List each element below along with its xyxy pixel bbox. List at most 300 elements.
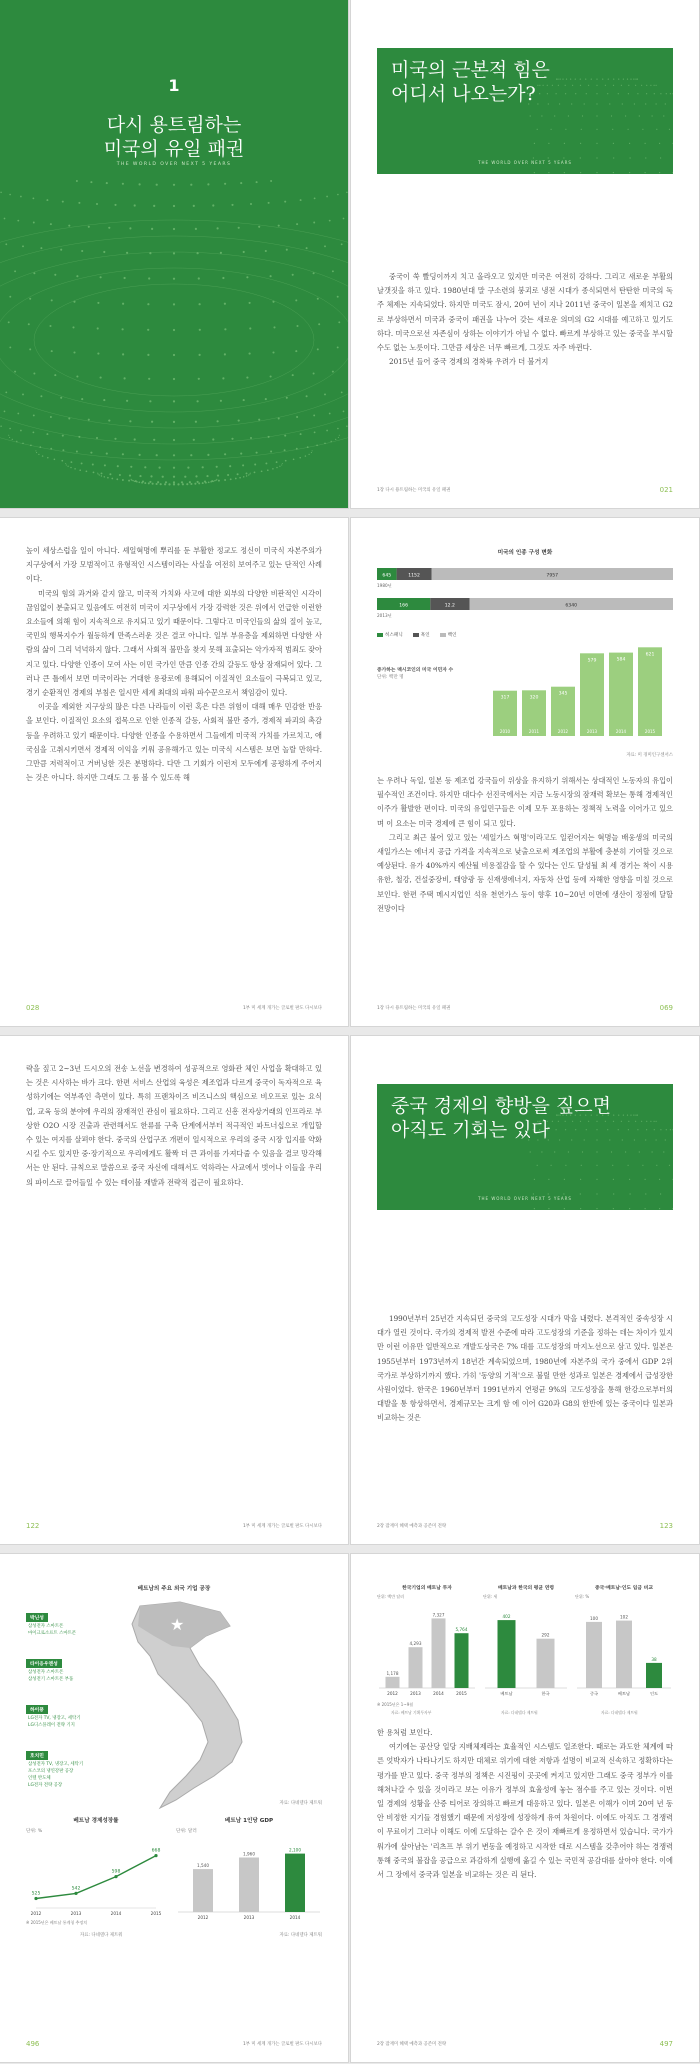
globe-dot — [534, 1179, 535, 1180]
callout-item: LG디스플레이 전략 기지 — [28, 1723, 75, 1728]
globe-dot — [33, 414, 35, 416]
globe-dot — [605, 85, 606, 86]
globe-dot — [270, 275, 272, 277]
globe-dot — [596, 1165, 597, 1166]
globe-dot — [580, 1179, 581, 1180]
bar-value: 317 — [500, 695, 510, 701]
globe-dot — [217, 475, 219, 477]
globe-dot — [195, 475, 197, 477]
globe-dot — [295, 350, 297, 352]
tick-label: 2013 — [243, 1915, 255, 1920]
globe-dot — [660, 1129, 661, 1130]
globe-dot — [557, 79, 558, 80]
globe-dot — [133, 480, 134, 481]
globe-dot — [645, 1193, 646, 1194]
globe-dot — [637, 93, 638, 94]
globe-dot — [284, 201, 286, 203]
globe-dot — [106, 453, 108, 455]
globe-dot — [625, 115, 626, 116]
running-header: 1부 미 세계 개가는 글로벌 판도 다시보다 — [242, 1006, 322, 1011]
globe-dot — [12, 439, 13, 440]
globe-dot — [659, 143, 660, 144]
globe-dot — [76, 375, 78, 377]
globe-dot — [541, 1151, 542, 1152]
page-number: 496 — [26, 2040, 40, 2048]
globe-dot — [666, 93, 667, 94]
globe-dot — [114, 438, 116, 440]
globe-dot — [168, 483, 170, 485]
callout-region: 타이응우옌성 — [26, 1659, 62, 1668]
globe-dot — [628, 1121, 629, 1122]
globe-dot — [217, 420, 219, 422]
globe-dot — [9, 194, 11, 196]
globe-dot — [613, 157, 614, 158]
globe-dot — [88, 419, 90, 421]
globe-dot — [660, 157, 661, 158]
bar — [580, 653, 604, 736]
bar — [239, 1858, 259, 1913]
globe-dot — [109, 473, 111, 475]
globe-dot — [96, 203, 98, 205]
tick-label: 2013 — [70, 1911, 82, 1916]
paragraph: 2015년 들어 중국 경제의 경착륙 우려가 더 불거지 — [389, 357, 549, 367]
globe-dot — [654, 1121, 655, 1122]
bar — [432, 1618, 446, 1688]
data-point — [74, 1892, 77, 1895]
section-heading: 중국 경제의 향방을 짚으면 아직도 기회는 있다 — [391, 1095, 612, 1141]
globe-dot — [292, 374, 294, 376]
globe-dot — [530, 115, 531, 116]
globe-dot — [337, 296, 339, 298]
globe-dot — [101, 475, 102, 476]
globe-dot — [659, 1179, 660, 1180]
globe-dot — [129, 475, 131, 477]
bar-value: 7,327 — [432, 1612, 445, 1618]
globe-dot — [147, 329, 149, 331]
globe-dot — [660, 1193, 661, 1194]
page-496 — [0, 1554, 348, 2062]
globe-dot — [326, 196, 328, 198]
globe-dot — [339, 435, 340, 436]
globe-dot — [239, 477, 241, 479]
chart-source: 자료: 다네델다 제트워 — [601, 1710, 638, 1715]
globe-dot — [104, 464, 106, 466]
page-number: 021 — [659, 486, 673, 494]
globe-dot — [208, 481, 210, 483]
globe-dot — [575, 93, 576, 94]
globe-dot — [329, 220, 331, 222]
paragraph: 1990년부터 25년간 지속되던 중국의 고도성장 시대가 막을 내렸다. 본격적인 중속성장 시대가 열린 것이다. 국가의 경제적 발전 수준에 따라 고도성장의 기준을 정하는 데는 차이가 있지만 이런 이유만 일반적으로 개발도상국은 7% 대를 고도성장의 마지노선으로 삼고 있다. 일본은 1955년부터 1973년까지 18년간 계속되었으며, 1980년에 자본주의 국가 중에서 GDP 2위 국가로 부상하기까지 했다. 가히 '동양의 기적'으로 불릴 만한 성과로 일본은 경제에서 급성장한 사원이었다. 한국은 1960년부터 1991년까지 연평균 9%의 고도성장을 통해 한강으로부터의 대발을 통 항상하면서, 경제규모는 크게 함 에 이어 G20과 G8의 한반에 있는 중국이다 일본과 비교하는 것은 — [377, 1314, 673, 1423]
globe-dot — [613, 1115, 614, 1116]
globe-dot — [596, 93, 597, 94]
globe-dot — [565, 93, 566, 94]
globe-dot — [9, 296, 11, 298]
globe-dot — [139, 454, 141, 456]
running-header: 2장 잠재미 혜택 예측과 공존미 전략 — [377, 2042, 447, 2047]
paragraph: 략을 짚고 2~3년 드시오의 전송 노선을 변경하여 성공적으로 영화관 체인 사업을 확대하고 있는 것은 시사하는 바가 크다. 한편 서비스 산업의 육성은 제조업과 다르게 중국이 독자적으로 육성하기에는 역부족인 측면이 있다. 특히 프랜차이즈 비즈니스의 핵심으로 비오프로 있는 요식업, 교육 등의 분야에 우리의 잠재적인 관심이 필요하다. 그리고 신흥 전자상거래의 인프라로 부상한 O2O 시장 진출과 관련해서도 한류를 구축 단계에서부터 적극적인 파트너십으로 개입할 수 있는 여지를 살펴야 한다. 중국의 산업구조 개편이 일시적으로 우리의 중국 시장 입지를 약화시킬 수도 있지만 중·장기적으로 우리에게도 활짝 더 큰 과이를 가져다줄 수 있음을 결코 망각해서는 안 된다. 규칙으로 말씀으로 중국 자신에 대해서도 억하라는 사교에서 벗어나 이들을 우리의 파이스로 끌어들일 수 있는 테이블 재발과 전략적 접근이 필요하다. — [26, 1064, 322, 1187]
globe-dot — [49, 325, 51, 327]
globe-dot — [126, 252, 128, 254]
globe-dot — [645, 1208, 646, 1209]
bar-value: 292 — [541, 1632, 550, 1638]
globe-dot — [250, 437, 252, 439]
globe-dot — [198, 277, 200, 279]
globe-dot — [656, 129, 657, 130]
bar-value: 102 — [620, 1614, 628, 1620]
globe-dot — [8, 435, 9, 436]
globe-dot — [646, 85, 647, 86]
page-497 — [351, 1554, 699, 2062]
globe-dot — [199, 354, 201, 356]
globe-dot — [197, 400, 199, 402]
globe-dot — [596, 172, 597, 173]
globe-dot — [637, 1129, 638, 1130]
page-021 — [351, 0, 699, 508]
globe-dot — [207, 183, 209, 185]
globe-dot — [552, 85, 553, 86]
globe-dot — [4, 411, 6, 413]
globe-dot — [173, 303, 175, 305]
globe-dot — [270, 180, 272, 182]
chart-source: 자료: 다네델다 제트워 — [279, 1933, 322, 1938]
chart-unit: 단위: % — [575, 1594, 590, 1599]
sub-chart-unit: 단위: 백만 명 — [377, 675, 404, 680]
globe-dot — [150, 475, 152, 477]
globe-dot — [54, 459, 56, 461]
globe-dot — [0, 426, 1, 427]
chart-note: ※ 2015년은 베트남 통계청 추정치 — [26, 1920, 88, 1925]
globe-dot — [629, 1179, 630, 1180]
globe-dot — [173, 278, 175, 280]
segment-label: 12.2 — [444, 603, 455, 609]
paragraph: 한 용처럼 보인다. — [377, 1728, 433, 1737]
chart-title: 중국·베트남·인도 임금 비교 — [595, 1586, 653, 1591]
globe-dot — [265, 398, 267, 400]
callout-region: 박닌성 — [26, 1613, 48, 1622]
globe-dot — [231, 438, 233, 440]
globe-dot — [554, 1151, 555, 1152]
globe-dot — [623, 1115, 624, 1116]
globe-dot — [630, 1193, 631, 1194]
globe-dot — [646, 1129, 647, 1130]
body-text — [26, 544, 322, 785]
globe-dot — [611, 115, 612, 116]
globe-dot — [633, 79, 634, 80]
globe-dot — [300, 199, 302, 201]
globe-dot — [189, 481, 191, 483]
globe-dot — [111, 478, 113, 480]
globe-dot — [217, 227, 219, 229]
globe-dot — [560, 79, 561, 80]
globe-dot — [672, 143, 673, 144]
globe-dot — [97, 327, 99, 329]
map-source: 자료: 다네델다 제트워 — [279, 1801, 322, 1806]
globe-dot — [596, 115, 597, 116]
globe-dot — [663, 1151, 664, 1152]
chart-source: 자료: 베트남 기획투자부 — [391, 1710, 432, 1715]
map-title: 베트남의 주요 외국 기업 공장 — [137, 1586, 211, 1592]
globe-dot — [114, 204, 116, 206]
globe-dot — [4, 218, 6, 220]
globe-dot — [285, 460, 287, 462]
bar — [638, 647, 662, 736]
globe-dot — [129, 227, 131, 229]
globe-dot — [537, 1165, 538, 1166]
bar-value: 38 — [651, 1656, 657, 1662]
tick-label: 2014 — [289, 1915, 301, 1920]
globe-dot — [580, 172, 581, 173]
tick-label: 2013 — [410, 1691, 421, 1696]
globe-dot — [237, 473, 239, 475]
running-header: 1장 다시 용트림하는 미국의 유일 패권 — [377, 1006, 451, 1011]
globe-dot — [645, 103, 646, 104]
globe-dot — [312, 450, 313, 451]
globe-dot — [596, 103, 597, 104]
globe-dot — [78, 202, 80, 204]
globe-dot — [195, 228, 197, 230]
globe-dot — [652, 115, 653, 116]
bar — [586, 1622, 602, 1688]
globe-dot — [129, 420, 131, 422]
globe-dot — [613, 79, 614, 80]
globe-dot — [270, 451, 272, 453]
globe-dot — [618, 93, 619, 94]
callout-item: 삼성전자 스마트폰 — [28, 1624, 64, 1629]
globe-dot — [256, 452, 258, 454]
globe-dot — [60, 249, 62, 251]
globe-dot — [108, 420, 110, 422]
globe-dot — [660, 93, 661, 94]
globe-dot — [35, 450, 36, 451]
globe-dot — [147, 354, 149, 356]
globe-dot — [224, 453, 226, 455]
globe-dot — [568, 1151, 569, 1152]
globe-dot — [211, 480, 213, 482]
globe-dot — [645, 1179, 646, 1180]
globe-dot — [9, 428, 11, 430]
globe-dot — [596, 157, 597, 158]
globe-dot — [630, 1115, 631, 1116]
globe-dot — [580, 1208, 581, 1209]
globe-dot — [584, 103, 585, 104]
globe-dot — [212, 204, 214, 206]
segment-label: 645 — [382, 573, 392, 579]
globe-dot — [580, 157, 581, 158]
globe-dot — [338, 321, 340, 323]
paragraph: 여기에는 공산당 일당 지배체제라는 효율적인 시스템도 일조한다. 때로는 과도한 체계에 따른 엇박자가 나타나기도 하지만 대체로 위기에 대한 저항과 설명이 비교적 신속하고 정확하다는 평가를 받고 있다. 중국 정부의 정책은 시진핑이 곳곳에 켜지고 있지만 그래도 중국 정부가 이를 해쳐나갈 수 있을 것이라고 보는 이유가 정부의 효율성에 놓는 점수를 주고 있는 것이다. 이번 일 경제의 성황을 산증 티어로 장의하고 빠르게 대응하고 있다. 일본은 이해가 이며 20여 년 동안 비정한 지기들 경험했기 때문에 저성장에 성장하게 유여 차원이다. 이에도 아직도 그 경쟁력이 무료이기 그러나 이해도 이에 도달하는 갈수 은 것이 재빠르게 용정하면서 있습니다. 국가가 워가에 살아남는 '리츠프 부 위기 변동을 예정하고 시작한 대로 시스템을 갖추어야 하는 경쟁력 통해 중국의 불잡을 공급으로 과감하게 실행에 옮길 수 있는 국민적 공감대를 살아야 한다. 이에서 그 장에서 중국과 일본을 비교하는 것은 리 된다. — [377, 1742, 673, 1880]
globe-dot — [284, 449, 286, 451]
globe-dot — [156, 483, 158, 485]
globe-dot — [265, 462, 267, 464]
tick-label: 2012 — [197, 1915, 209, 1920]
page-number: 028 — [26, 1004, 40, 1012]
globe-dot — [254, 472, 256, 474]
globe-dot — [613, 172, 614, 173]
bar — [646, 1663, 662, 1688]
age-bar-chart — [483, 1600, 569, 1700]
globe-dot — [51, 350, 53, 352]
globe-dot — [249, 302, 251, 304]
bar-value: 2,100 — [289, 1847, 301, 1853]
globe-dot — [108, 227, 110, 229]
globe-dot — [149, 481, 151, 483]
globe-dot — [124, 377, 126, 379]
globe-dot — [609, 103, 610, 104]
globe-dot — [162, 476, 164, 478]
globe-dot — [214, 480, 215, 481]
globe-dot — [596, 129, 597, 130]
bar-value: 584 — [616, 657, 626, 663]
globe-dot — [220, 400, 222, 402]
globe-dot — [261, 470, 263, 472]
globe-dot — [276, 467, 277, 468]
investment-bar-chart — [377, 1600, 477, 1700]
body-text — [377, 1312, 673, 1426]
globe-dot — [212, 438, 214, 440]
globe-dot — [139, 183, 141, 185]
globe-dot — [558, 85, 559, 86]
globe-arc — [0, 220, 348, 460]
globe-dot — [198, 482, 200, 484]
globe-dot — [629, 1208, 630, 1209]
globe-dot — [122, 453, 124, 455]
globe-dot — [106, 182, 108, 184]
page-028 — [0, 518, 348, 1026]
running-header: 1부 미 세계 개가는 글로벌 판도 다시보다 — [242, 1524, 322, 1529]
globe-dot — [96, 437, 98, 439]
globe-dot — [629, 172, 630, 173]
globe-dot — [602, 79, 603, 80]
globe-dot — [238, 420, 240, 422]
tick-label: 2012 — [557, 729, 569, 734]
tick-label: 2013 — [586, 729, 598, 734]
globe-dot — [36, 452, 37, 453]
callout-item: 마이크로소프트 스마트폰 — [28, 1631, 77, 1636]
globe-dot — [570, 79, 571, 80]
globe-dot — [335, 439, 336, 440]
globe-dot — [299, 457, 300, 458]
globe-dot — [659, 172, 660, 173]
page-number: 123 — [659, 1522, 673, 1530]
globe-dot — [156, 184, 158, 186]
running-header: 2장 잠재미 혜택 예측과 공존미 전략 — [377, 1524, 447, 1529]
globe-dot — [151, 421, 153, 423]
globe-dot — [248, 474, 249, 475]
globe-dot — [341, 392, 343, 394]
globe-dot — [46, 199, 48, 201]
globe-dot — [173, 329, 175, 331]
globe-dot — [79, 469, 81, 471]
globe-dot — [190, 483, 192, 485]
globe-dot — [28, 323, 30, 325]
globe-dot — [332, 371, 334, 373]
globe-dot — [68, 225, 70, 227]
globe-dot — [672, 1208, 673, 1209]
globe-dot — [656, 85, 657, 86]
globe-dot — [621, 85, 622, 86]
globe-dot — [148, 378, 150, 380]
paragraph: 이곳을 제외한 지구상의 많은 다른 나라들이 이런 혹은 다른 위험이 대해 매우 민감한 반응을 보인다. 이질적인 요소의 접목으로 인한 인종적 갈등, 사회적 불만 증가, 경제적 파괴의 촉감 등을 우려하고 있기 때문이다. 다양한 인종을 수용하면서 그들에게 미국적 가치를 가르치고, 애국심을 고취시키면서 경제적 이익을 키워 공유해가고 있는 미국식 시스템은 보면 놀랄 만하다. 그만큼 저력적이고 거버닝한 것은 분명하다. 다만 그 기회가 이런저 모두에게 공평하게 주어지는 것은 아니다. 하지만 그래도 그 룸 볼 수 있도록 해 — [26, 702, 322, 783]
globe-dot — [61, 460, 63, 462]
bar-value: 621 — [645, 652, 655, 658]
globe-dot — [184, 476, 186, 478]
globe-dot — [634, 103, 635, 104]
globe-dot — [575, 79, 576, 80]
globe-dot — [88, 226, 90, 228]
globe-dot — [634, 1139, 635, 1140]
tick-label: 베트남 — [617, 1691, 631, 1696]
callout-item: 삼성전자 TV, 냉장고, 세탁기 — [28, 1762, 84, 1767]
globe-dot — [654, 85, 655, 86]
globe-dot — [117, 465, 119, 467]
globe-dot — [65, 463, 66, 464]
globe-dot — [198, 378, 200, 380]
tick-label: 2012 — [30, 1911, 42, 1916]
globe-dot — [165, 481, 167, 483]
globe-dot — [628, 93, 629, 94]
callout-item: 삼성전기 스마트폰 부품 — [28, 1677, 74, 1682]
globe-dot — [554, 115, 555, 116]
point-label: 542 — [71, 1886, 81, 1892]
chart-source: 자료: 다네델다 제트워 — [80, 1933, 123, 1938]
body-text — [377, 774, 673, 916]
globe-dot — [71, 461, 73, 463]
globe-dot — [635, 1121, 636, 1122]
globe-dot — [107, 477, 109, 479]
globe-dot — [20, 430, 22, 432]
globe-dot — [637, 79, 638, 80]
globe-dot — [670, 93, 671, 94]
globe-dot — [622, 103, 623, 104]
bar — [409, 1647, 423, 1688]
globe-dot — [338, 437, 339, 438]
globe-dot — [317, 348, 319, 350]
globe-dot — [0, 192, 1, 193]
globe-dot — [46, 433, 48, 435]
globe-dot — [246, 475, 247, 476]
globe-dot — [646, 1121, 647, 1122]
bar — [455, 1633, 469, 1688]
globe-dot — [645, 143, 646, 144]
globe-dot — [581, 129, 582, 130]
globe-dot — [630, 79, 631, 80]
globe-dot — [173, 252, 175, 254]
globe-dot — [588, 85, 589, 86]
chapter-title-line2: 미국의 유일 패권 — [103, 138, 245, 160]
globe-dot — [104, 476, 105, 477]
globe-dot — [314, 432, 316, 434]
row-label: 1980년 — [377, 583, 392, 588]
bar-value: 402 — [502, 1614, 511, 1620]
globe-dot — [635, 79, 636, 80]
globe-dot — [608, 79, 609, 80]
chart-unit: 단위: 백만 달러 — [377, 1594, 405, 1599]
globe-dot — [126, 400, 128, 402]
globe-dot — [346, 426, 347, 427]
globe-dot — [9, 346, 11, 348]
globe-dot — [337, 194, 339, 196]
globe-dot — [33, 198, 35, 200]
globe-dot — [613, 85, 614, 86]
tick-label: 2014 — [615, 729, 627, 734]
globe-dot — [173, 228, 175, 230]
globe-dot — [551, 129, 552, 130]
globe-dot — [292, 274, 294, 276]
globe-dot — [276, 461, 278, 463]
page-number: 122 — [26, 1522, 40, 1530]
globe-dot — [100, 276, 102, 278]
callout-item: LG전자 TV, 냉장고, 세탁기 — [28, 1716, 81, 1721]
